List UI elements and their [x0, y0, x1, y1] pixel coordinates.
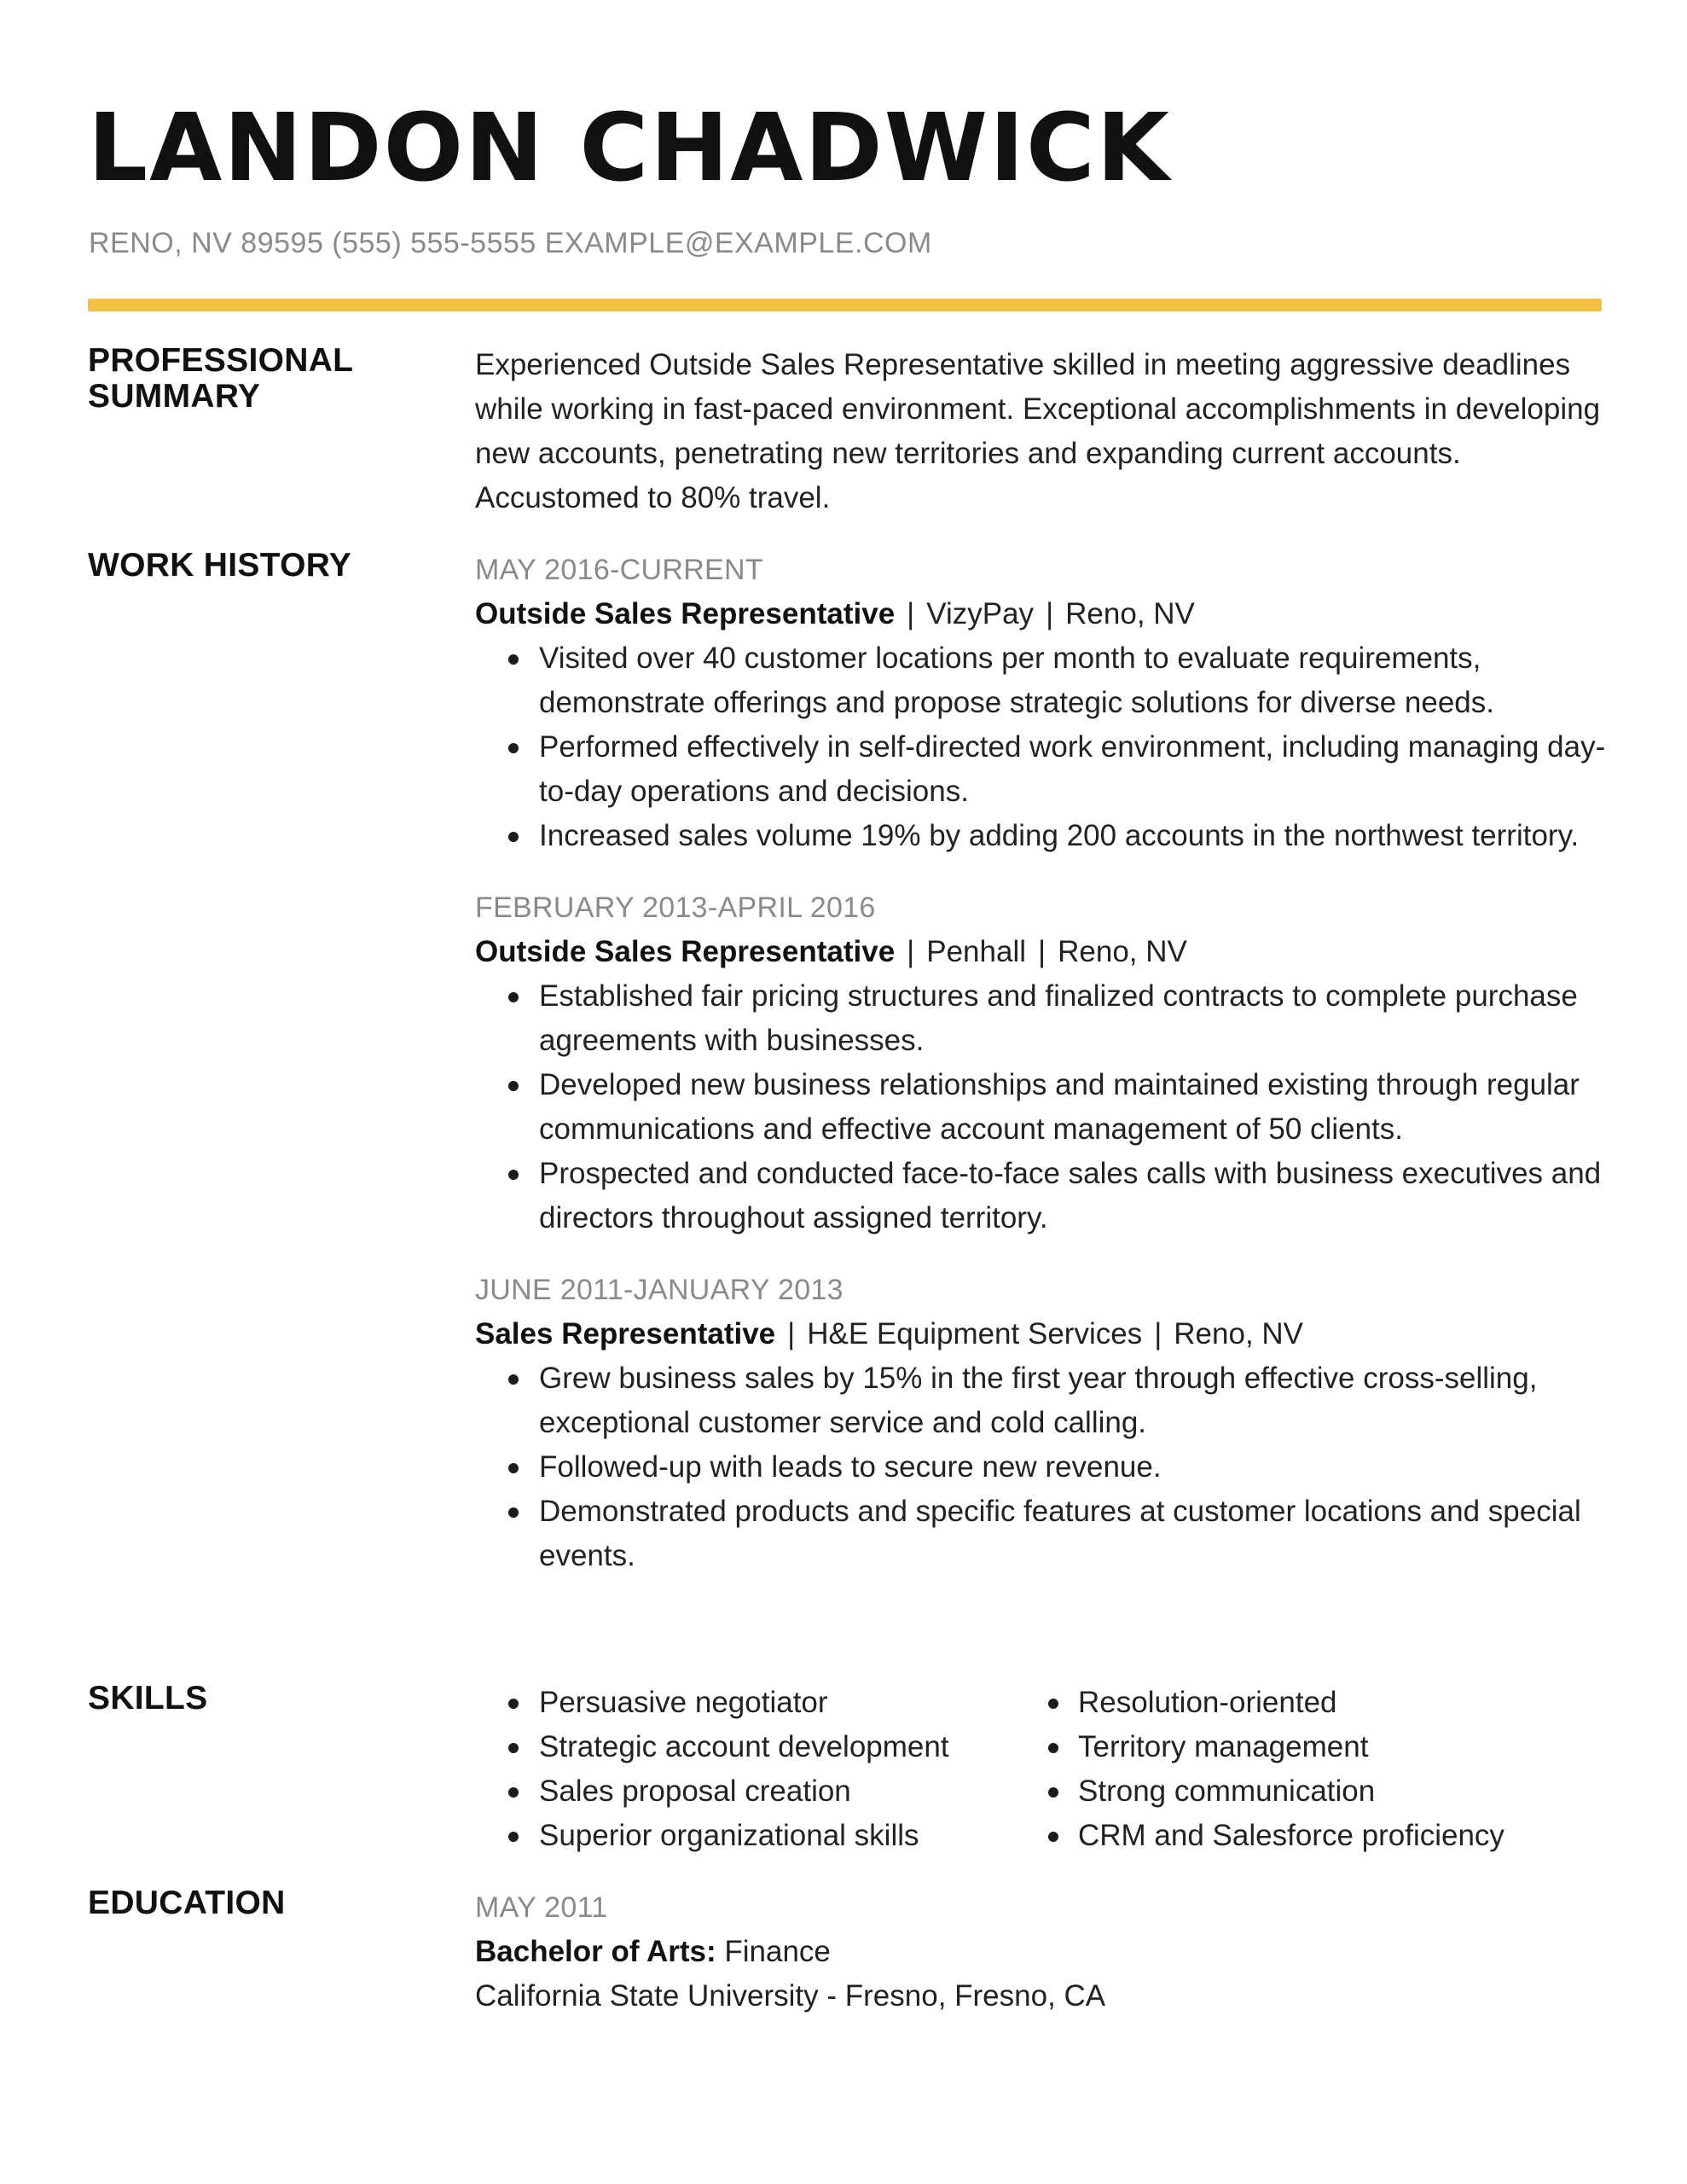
job-bullet: Performed effectively in self-directed work environment, including managing day-to-day operations and decisions.: [475, 725, 1609, 814]
separator: |: [787, 1317, 796, 1350]
separator: |: [1038, 935, 1046, 968]
summary-content: [475, 343, 1609, 520]
job-heading: [475, 1312, 1609, 1356]
job-bullets: [475, 1356, 1609, 1578]
skill-item: Strategic account development: [475, 1725, 1038, 1769]
education-school: California State University - Fresno, Fresno, CA: [475, 1979, 1106, 2013]
job-bullet: Grew business sales by 15% in the first year through effective cross-selling, exceptional customer service and cold calling.: [475, 1356, 1609, 1445]
job-bullet: Prospected and conducted face-to-face sales calls with business executives and directors throughout assigned territory.: [475, 1152, 1609, 1240]
job-bullet: Established fair pricing structures and finalized contracts to complete purchase agreements with businesses.: [475, 974, 1609, 1063]
job-position: Outside Sales Representative: [475, 597, 896, 630]
work-history-heading: WORK HISTORY: [88, 547, 352, 584]
job-location: Reno, NV: [1065, 597, 1195, 630]
separator: |: [1154, 1317, 1162, 1350]
summary-text: Experienced Outside Sales Representative skilled in meeting aggressive deadlines while working in fast-paced environment. Exceptional accomplishments in developing new accounts, penetrating new territories and expanding current accounts. Accustomed to 80% travel.: [475, 348, 1601, 514]
separator: |: [1046, 597, 1054, 630]
job-heading: [475, 930, 1609, 974]
education-heading: EDUCATION: [88, 1885, 286, 1921]
skill-item: Persuasive negotiator: [475, 1681, 1038, 1725]
education-content: [475, 1885, 1609, 2018]
education-field: Finance: [724, 1935, 831, 1968]
job-bullet: Followed-up with leads to secure new revenue.: [475, 1445, 1609, 1490]
work-history-content: [475, 548, 1609, 1606]
education-degree-line: [475, 1930, 1609, 1974]
job-location: Reno, NV: [1058, 935, 1187, 968]
education-date: MAY 2011: [475, 1891, 608, 1924]
job-position: Sales Representative: [475, 1317, 776, 1350]
contact-info: RENO, NV 89595 (555) 555-5555 EXAMPLE@EXAMPLE.COM: [89, 227, 932, 259]
job-company: Penhall: [926, 935, 1027, 968]
skill-item: Strong communication: [1038, 1769, 1567, 1814]
skill-item: Resolution-oriented: [1038, 1681, 1567, 1725]
accent-divider: [88, 299, 1602, 311]
skills-grid: [475, 1681, 1609, 1858]
skill-item: Territory management: [1038, 1725, 1567, 1769]
job-entry: [475, 1268, 1609, 1578]
job-bullet: Increased sales volume 19% by adding 200 accounts in the northwest territory.: [475, 814, 1609, 858]
separator: |: [907, 935, 915, 968]
skill-item: Sales proposal creation: [475, 1769, 1038, 1814]
summary-heading: [88, 343, 353, 415]
skill-item: Superior organizational skills: [475, 1814, 1038, 1858]
job-company: VizyPay: [926, 597, 1035, 630]
job-bullet: Developed new business relationships and maintained existing through regular communications and effective account management of 50 clients.: [475, 1063, 1609, 1152]
summary-heading-line1: PROFESSIONAL: [88, 342, 354, 379]
skills-column-left: [475, 1681, 1038, 1858]
job-dates: JUNE 2011-JANUARY 2013: [475, 1274, 844, 1306]
job-bullet: Visited over 40 customer locations per month to evaluate requirements, demonstrate offerings and propose strategic solutions for diverse needs.: [475, 636, 1609, 725]
skill-item: CRM and Salesforce proficiency: [1038, 1814, 1567, 1858]
skills-heading: SKILLS: [88, 1680, 208, 1716]
job-bullets: [475, 636, 1609, 858]
job-position: Outside Sales Representative: [475, 935, 896, 968]
candidate-name: LANDON CHADWICK: [88, 93, 1171, 202]
separator: |: [907, 597, 915, 630]
education-degree: Bachelor of Arts:: [475, 1935, 716, 1968]
job-bullets: [475, 974, 1609, 1240]
skills-column-right: [1038, 1681, 1567, 1858]
job-dates: FEBRUARY 2013-APRIL 2016: [475, 892, 876, 924]
job-company: H&E Equipment Services: [807, 1317, 1143, 1350]
job-location: Reno, NV: [1174, 1317, 1304, 1350]
job-dates: MAY 2016-CURRENT: [475, 554, 763, 586]
skills-content: [475, 1681, 1609, 1858]
job-entry: [475, 886, 1609, 1240]
job-bullet: Demonstrated products and specific features at customer locations and special events.: [475, 1490, 1609, 1578]
job-entry: [475, 548, 1609, 858]
summary-heading-line2: SUMMARY: [88, 378, 261, 415]
job-heading: [475, 592, 1609, 636]
